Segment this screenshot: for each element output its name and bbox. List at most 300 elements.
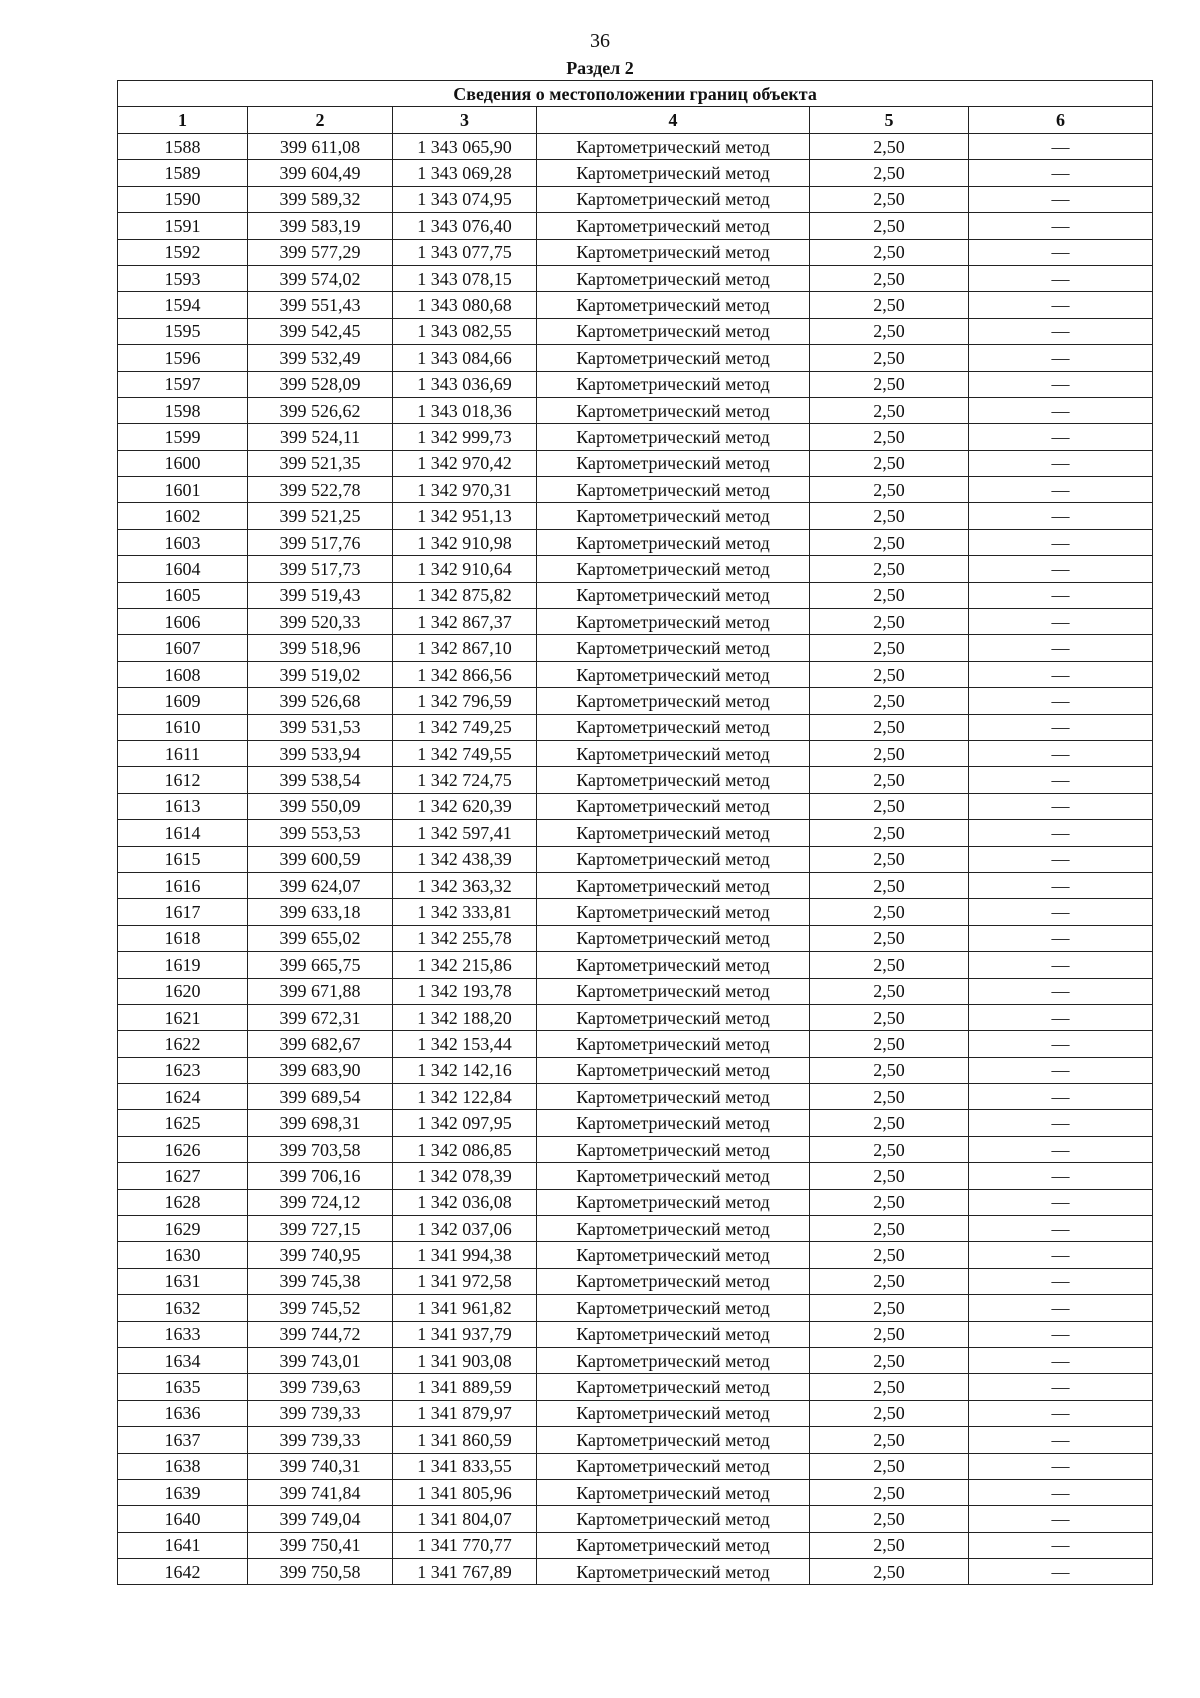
table-row [118, 767, 1153, 793]
description-cell: — [969, 186, 1153, 212]
x-coordinate-cell: 399 739,63 [248, 1374, 393, 1400]
table-caption-row [118, 81, 1153, 107]
y-coordinate-cell: 1 341 860,59 [393, 1427, 537, 1453]
point-number-cell: 1607 [118, 635, 248, 661]
y-coordinate-cell: 1 341 833,55 [393, 1453, 537, 1479]
description-cell: — [969, 1084, 1153, 1110]
y-coordinate-cell: 1 341 937,79 [393, 1321, 537, 1347]
description-cell: — [969, 661, 1153, 687]
description-cell: — [969, 503, 1153, 529]
table-row [118, 1216, 1153, 1242]
point-number-cell: 1626 [118, 1136, 248, 1162]
accuracy-cell: 2,50 [810, 1110, 969, 1136]
point-number-cell: 1627 [118, 1163, 248, 1189]
point-number-cell: 1620 [118, 978, 248, 1004]
column-header: 6 [969, 107, 1153, 134]
table-row [118, 1295, 1153, 1321]
description-cell: — [969, 1295, 1153, 1321]
column-header: 3 [393, 107, 537, 134]
method-cell: Картометрический метод [537, 1400, 810, 1426]
method-cell: Картометрический метод [537, 793, 810, 819]
table-row [118, 1374, 1153, 1400]
method-cell: Картометрический метод [537, 556, 810, 582]
x-coordinate-cell: 399 741,84 [248, 1479, 393, 1505]
description-cell: — [969, 1031, 1153, 1057]
y-coordinate-cell: 1 342 215,86 [393, 952, 537, 978]
point-number-cell: 1638 [118, 1453, 248, 1479]
table-row [118, 1084, 1153, 1110]
x-coordinate-cell: 399 624,07 [248, 872, 393, 898]
table-row [118, 793, 1153, 819]
method-cell: Картометрический метод [537, 952, 810, 978]
table-row [118, 556, 1153, 582]
method-cell: Картометрический метод [537, 1242, 810, 1268]
x-coordinate-cell: 399 745,38 [248, 1268, 393, 1294]
method-cell: Картометрический метод [537, 661, 810, 687]
method-cell: Картометрический метод [537, 239, 810, 265]
y-coordinate-cell: 1 342 999,73 [393, 424, 537, 450]
x-coordinate-cell: 399 724,12 [248, 1189, 393, 1215]
table-row [118, 450, 1153, 476]
x-coordinate-cell: 399 750,41 [248, 1532, 393, 1558]
point-number-cell: 1621 [118, 1004, 248, 1030]
accuracy-cell: 2,50 [810, 213, 969, 239]
description-cell: — [969, 450, 1153, 476]
x-coordinate-cell: 399 553,53 [248, 820, 393, 846]
method-cell: Картометрический метод [537, 767, 810, 793]
y-coordinate-cell: 1 342 620,39 [393, 793, 537, 819]
table-row [118, 899, 1153, 925]
description-cell: — [969, 1479, 1153, 1505]
accuracy-cell: 2,50 [810, 1216, 969, 1242]
y-coordinate-cell: 1 342 910,98 [393, 529, 537, 555]
point-number-cell: 1611 [118, 740, 248, 766]
description-cell: — [969, 1400, 1153, 1426]
table-row [118, 846, 1153, 872]
point-number-cell: 1600 [118, 450, 248, 476]
table-row [118, 1427, 1153, 1453]
y-coordinate-cell: 1 342 363,32 [393, 872, 537, 898]
method-cell: Картометрический метод [537, 1479, 810, 1505]
accuracy-cell: 2,50 [810, 1031, 969, 1057]
column-header: 4 [537, 107, 810, 134]
table-row [118, 529, 1153, 555]
accuracy-cell: 2,50 [810, 846, 969, 872]
method-cell: Картометрический метод [537, 371, 810, 397]
table-row [118, 318, 1153, 344]
x-coordinate-cell: 399 517,76 [248, 529, 393, 555]
y-coordinate-cell: 1 343 074,95 [393, 186, 537, 212]
point-number-cell: 1631 [118, 1268, 248, 1294]
method-cell: Картометрический метод [537, 1374, 810, 1400]
method-cell: Картометрический метод [537, 134, 810, 160]
accuracy-cell: 2,50 [810, 1136, 969, 1162]
table-row [118, 1242, 1153, 1268]
accuracy-cell: 2,50 [810, 767, 969, 793]
table-row [118, 1479, 1153, 1505]
accuracy-cell: 2,50 [810, 1321, 969, 1347]
point-number-cell: 1625 [118, 1110, 248, 1136]
table-row [118, 186, 1153, 212]
y-coordinate-cell: 1 342 724,75 [393, 767, 537, 793]
table-row [118, 424, 1153, 450]
point-number-cell: 1592 [118, 239, 248, 265]
x-coordinate-cell: 399 520,33 [248, 609, 393, 635]
x-coordinate-cell: 399 550,09 [248, 793, 393, 819]
x-coordinate-cell: 399 750,58 [248, 1559, 393, 1585]
point-number-cell: 1618 [118, 925, 248, 951]
description-cell: — [969, 872, 1153, 898]
table-row [118, 1506, 1153, 1532]
accuracy-cell: 2,50 [810, 978, 969, 1004]
method-cell: Картометрический метод [537, 1084, 810, 1110]
method-cell: Картометрический метод [537, 1136, 810, 1162]
table-row [118, 1559, 1153, 1585]
description-cell: — [969, 1057, 1153, 1083]
method-cell: Картометрический метод [537, 1427, 810, 1453]
method-cell: Картометрический метод [537, 635, 810, 661]
description-cell: — [969, 292, 1153, 318]
accuracy-cell: 2,50 [810, 793, 969, 819]
y-coordinate-cell: 1 343 078,15 [393, 265, 537, 291]
y-coordinate-cell: 1 342 086,85 [393, 1136, 537, 1162]
method-cell: Картометрический метод [537, 477, 810, 503]
method-cell: Картометрический метод [537, 1295, 810, 1321]
method-cell: Картометрический метод [537, 397, 810, 423]
method-cell: Картометрический метод [537, 899, 810, 925]
y-coordinate-cell: 1 342 749,25 [393, 714, 537, 740]
point-number-cell: 1596 [118, 345, 248, 371]
point-number-cell: 1608 [118, 661, 248, 687]
table-row [118, 635, 1153, 661]
accuracy-cell: 2,50 [810, 529, 969, 555]
y-coordinate-cell: 1 342 970,42 [393, 450, 537, 476]
table-row [118, 582, 1153, 608]
x-coordinate-cell: 399 703,58 [248, 1136, 393, 1162]
accuracy-cell: 2,50 [810, 661, 969, 687]
description-cell: — [969, 1004, 1153, 1030]
table-row [118, 925, 1153, 951]
table-row [118, 1189, 1153, 1215]
point-number-cell: 1623 [118, 1057, 248, 1083]
accuracy-cell: 2,50 [810, 1479, 969, 1505]
accuracy-cell: 2,50 [810, 450, 969, 476]
column-header: 5 [810, 107, 969, 134]
boundary-coordinates-table [117, 80, 1153, 1585]
accuracy-cell: 2,50 [810, 952, 969, 978]
table-row [118, 1268, 1153, 1294]
description-cell: — [969, 265, 1153, 291]
point-number-cell: 1601 [118, 477, 248, 503]
description-cell: — [969, 1374, 1153, 1400]
x-coordinate-cell: 399 682,67 [248, 1031, 393, 1057]
y-coordinate-cell: 1 342 796,59 [393, 688, 537, 714]
x-coordinate-cell: 399 604,49 [248, 160, 393, 186]
table-row [118, 1400, 1153, 1426]
point-number-cell: 1594 [118, 292, 248, 318]
table-row [118, 292, 1153, 318]
x-coordinate-cell: 399 671,88 [248, 978, 393, 1004]
x-coordinate-cell: 399 517,73 [248, 556, 393, 582]
point-number-cell: 1613 [118, 793, 248, 819]
table-row [118, 213, 1153, 239]
y-coordinate-cell: 1 342 875,82 [393, 582, 537, 608]
x-coordinate-cell: 399 577,29 [248, 239, 393, 265]
description-cell: — [969, 1110, 1153, 1136]
method-cell: Картометрический метод [537, 846, 810, 872]
table-row [118, 503, 1153, 529]
accuracy-cell: 2,50 [810, 371, 969, 397]
table-row [118, 134, 1153, 160]
method-cell: Картометрический метод [537, 424, 810, 450]
x-coordinate-cell: 399 740,95 [248, 1242, 393, 1268]
point-number-cell: 1606 [118, 609, 248, 635]
table-row [118, 160, 1153, 186]
point-number-cell: 1605 [118, 582, 248, 608]
table-row [118, 397, 1153, 423]
point-number-cell: 1589 [118, 160, 248, 186]
description-cell: — [969, 371, 1153, 397]
description-cell: — [969, 714, 1153, 740]
y-coordinate-cell: 1 343 076,40 [393, 213, 537, 239]
method-cell: Картометрический метод [537, 160, 810, 186]
y-coordinate-cell: 1 343 065,90 [393, 134, 537, 160]
table-row [118, 345, 1153, 371]
point-number-cell: 1588 [118, 134, 248, 160]
y-coordinate-cell: 1 342 866,56 [393, 661, 537, 687]
method-cell: Картометрический метод [537, 186, 810, 212]
y-coordinate-cell: 1 342 037,06 [393, 1216, 537, 1242]
accuracy-cell: 2,50 [810, 1242, 969, 1268]
table-row [118, 872, 1153, 898]
x-coordinate-cell: 399 574,02 [248, 265, 393, 291]
x-coordinate-cell: 399 740,31 [248, 1453, 393, 1479]
x-coordinate-cell: 399 551,43 [248, 292, 393, 318]
point-number-cell: 1639 [118, 1479, 248, 1505]
x-coordinate-cell: 399 519,43 [248, 582, 393, 608]
description-cell: — [969, 1268, 1153, 1294]
description-cell: — [969, 740, 1153, 766]
y-coordinate-cell: 1 343 018,36 [393, 397, 537, 423]
accuracy-cell: 2,50 [810, 265, 969, 291]
x-coordinate-cell: 399 683,90 [248, 1057, 393, 1083]
description-cell: — [969, 213, 1153, 239]
method-cell: Картометрический метод [537, 978, 810, 1004]
description-cell: — [969, 582, 1153, 608]
method-cell: Картометрический метод [537, 714, 810, 740]
x-coordinate-cell: 399 655,02 [248, 925, 393, 951]
x-coordinate-cell: 399 583,19 [248, 213, 393, 239]
method-cell: Картометрический метод [537, 740, 810, 766]
description-cell: — [969, 397, 1153, 423]
y-coordinate-cell: 1 341 972,58 [393, 1268, 537, 1294]
method-cell: Картометрический метод [537, 1347, 810, 1373]
description-cell: — [969, 952, 1153, 978]
x-coordinate-cell: 399 521,35 [248, 450, 393, 476]
y-coordinate-cell: 1 343 036,69 [393, 371, 537, 397]
point-number-cell: 1640 [118, 1506, 248, 1532]
table-row [118, 740, 1153, 766]
accuracy-cell: 2,50 [810, 714, 969, 740]
x-coordinate-cell: 399 533,94 [248, 740, 393, 766]
point-number-cell: 1628 [118, 1189, 248, 1215]
x-coordinate-cell: 399 542,45 [248, 318, 393, 344]
description-cell: — [969, 899, 1153, 925]
point-number-cell: 1615 [118, 846, 248, 872]
description-cell: — [969, 688, 1153, 714]
x-coordinate-cell: 399 589,32 [248, 186, 393, 212]
table-row [118, 1136, 1153, 1162]
point-number-cell: 1599 [118, 424, 248, 450]
y-coordinate-cell: 1 342 333,81 [393, 899, 537, 925]
x-coordinate-cell: 399 532,49 [248, 345, 393, 371]
x-coordinate-cell: 399 519,02 [248, 661, 393, 687]
description-cell: — [969, 793, 1153, 819]
table-body [118, 134, 1153, 1585]
point-number-cell: 1598 [118, 397, 248, 423]
description-cell: — [969, 529, 1153, 555]
table-caption: Сведения о местоположении границ объекта [118, 81, 1153, 107]
method-cell: Картометрический метод [537, 345, 810, 371]
description-cell: — [969, 609, 1153, 635]
description-cell: — [969, 1216, 1153, 1242]
point-number-cell: 1616 [118, 872, 248, 898]
accuracy-cell: 2,50 [810, 424, 969, 450]
accuracy-cell: 2,50 [810, 160, 969, 186]
x-coordinate-cell: 399 524,11 [248, 424, 393, 450]
y-coordinate-cell: 1 342 597,41 [393, 820, 537, 846]
point-number-cell: 1617 [118, 899, 248, 925]
point-number-cell: 1642 [118, 1559, 248, 1585]
accuracy-cell: 2,50 [810, 1004, 969, 1030]
point-number-cell: 1614 [118, 820, 248, 846]
accuracy-cell: 2,50 [810, 1453, 969, 1479]
y-coordinate-cell: 1 342 867,37 [393, 609, 537, 635]
x-coordinate-cell: 399 526,62 [248, 397, 393, 423]
x-coordinate-cell: 399 665,75 [248, 952, 393, 978]
table-row [118, 477, 1153, 503]
table-row [118, 1532, 1153, 1558]
column-header-row [118, 107, 1153, 134]
accuracy-cell: 2,50 [810, 925, 969, 951]
column-header: 2 [248, 107, 393, 134]
y-coordinate-cell: 1 341 889,59 [393, 1374, 537, 1400]
section-title: Раздел 2 [566, 58, 634, 78]
description-cell: — [969, 1453, 1153, 1479]
description-cell: — [969, 556, 1153, 582]
accuracy-cell: 2,50 [810, 239, 969, 265]
accuracy-cell: 2,50 [810, 1532, 969, 1558]
x-coordinate-cell: 399 727,15 [248, 1216, 393, 1242]
accuracy-cell: 2,50 [810, 503, 969, 529]
method-cell: Картометрический метод [537, 1031, 810, 1057]
description-cell: — [969, 318, 1153, 344]
table-row [118, 661, 1153, 687]
accuracy-cell: 2,50 [810, 820, 969, 846]
description-cell: — [969, 1506, 1153, 1532]
description-cell: — [969, 820, 1153, 846]
y-coordinate-cell: 1 342 867,10 [393, 635, 537, 661]
description-cell: — [969, 1427, 1153, 1453]
point-number-cell: 1593 [118, 265, 248, 291]
point-number-cell: 1624 [118, 1084, 248, 1110]
y-coordinate-cell: 1 342 910,64 [393, 556, 537, 582]
point-number-cell: 1609 [118, 688, 248, 714]
description-cell: — [969, 1136, 1153, 1162]
y-coordinate-cell: 1 343 084,66 [393, 345, 537, 371]
method-cell: Картометрический метод [537, 1004, 810, 1030]
y-coordinate-cell: 1 341 770,77 [393, 1532, 537, 1558]
x-coordinate-cell: 399 538,54 [248, 767, 393, 793]
table-row [118, 609, 1153, 635]
table-row [118, 1163, 1153, 1189]
table-row [118, 1347, 1153, 1373]
accuracy-cell: 2,50 [810, 1163, 969, 1189]
point-number-cell: 1590 [118, 186, 248, 212]
y-coordinate-cell: 1 341 903,08 [393, 1347, 537, 1373]
x-coordinate-cell: 399 528,09 [248, 371, 393, 397]
point-number-cell: 1591 [118, 213, 248, 239]
description-cell: — [969, 134, 1153, 160]
description-cell: — [969, 239, 1153, 265]
description-cell: — [969, 1559, 1153, 1585]
description-cell: — [969, 1347, 1153, 1373]
accuracy-cell: 2,50 [810, 740, 969, 766]
accuracy-cell: 2,50 [810, 582, 969, 608]
method-cell: Картометрический метод [537, 1506, 810, 1532]
point-number-cell: 1604 [118, 556, 248, 582]
y-coordinate-cell: 1 342 438,39 [393, 846, 537, 872]
y-coordinate-cell: 1 341 767,89 [393, 1559, 537, 1585]
x-coordinate-cell: 399 521,25 [248, 503, 393, 529]
x-coordinate-cell: 399 706,16 [248, 1163, 393, 1189]
y-coordinate-cell: 1 341 879,97 [393, 1400, 537, 1426]
y-coordinate-cell: 1 342 078,39 [393, 1163, 537, 1189]
description-cell: — [969, 1189, 1153, 1215]
table-row [118, 239, 1153, 265]
table-row [118, 952, 1153, 978]
x-coordinate-cell: 399 739,33 [248, 1427, 393, 1453]
table-row [118, 1453, 1153, 1479]
table-row [118, 978, 1153, 1004]
point-number-cell: 1634 [118, 1347, 248, 1373]
accuracy-cell: 2,50 [810, 688, 969, 714]
method-cell: Картометрический метод [537, 1559, 810, 1585]
method-cell: Картометрический метод [537, 1532, 810, 1558]
x-coordinate-cell: 399 743,01 [248, 1347, 393, 1373]
y-coordinate-cell: 1 341 961,82 [393, 1295, 537, 1321]
accuracy-cell: 2,50 [810, 186, 969, 212]
accuracy-cell: 2,50 [810, 1400, 969, 1426]
method-cell: Картометрический метод [537, 1057, 810, 1083]
y-coordinate-cell: 1 342 142,16 [393, 1057, 537, 1083]
x-coordinate-cell: 399 672,31 [248, 1004, 393, 1030]
accuracy-cell: 2,50 [810, 1347, 969, 1373]
description-cell: — [969, 767, 1153, 793]
x-coordinate-cell: 399 744,72 [248, 1321, 393, 1347]
point-number-cell: 1635 [118, 1374, 248, 1400]
table-row [118, 714, 1153, 740]
y-coordinate-cell: 1 342 255,78 [393, 925, 537, 951]
y-coordinate-cell: 1 343 082,55 [393, 318, 537, 344]
y-coordinate-cell: 1 342 097,95 [393, 1110, 537, 1136]
y-coordinate-cell: 1 343 069,28 [393, 160, 537, 186]
description-cell: — [969, 424, 1153, 450]
method-cell: Картометрический метод [537, 1163, 810, 1189]
table-row [118, 1031, 1153, 1057]
method-cell: Картометрический метод [537, 582, 810, 608]
description-cell: — [969, 635, 1153, 661]
